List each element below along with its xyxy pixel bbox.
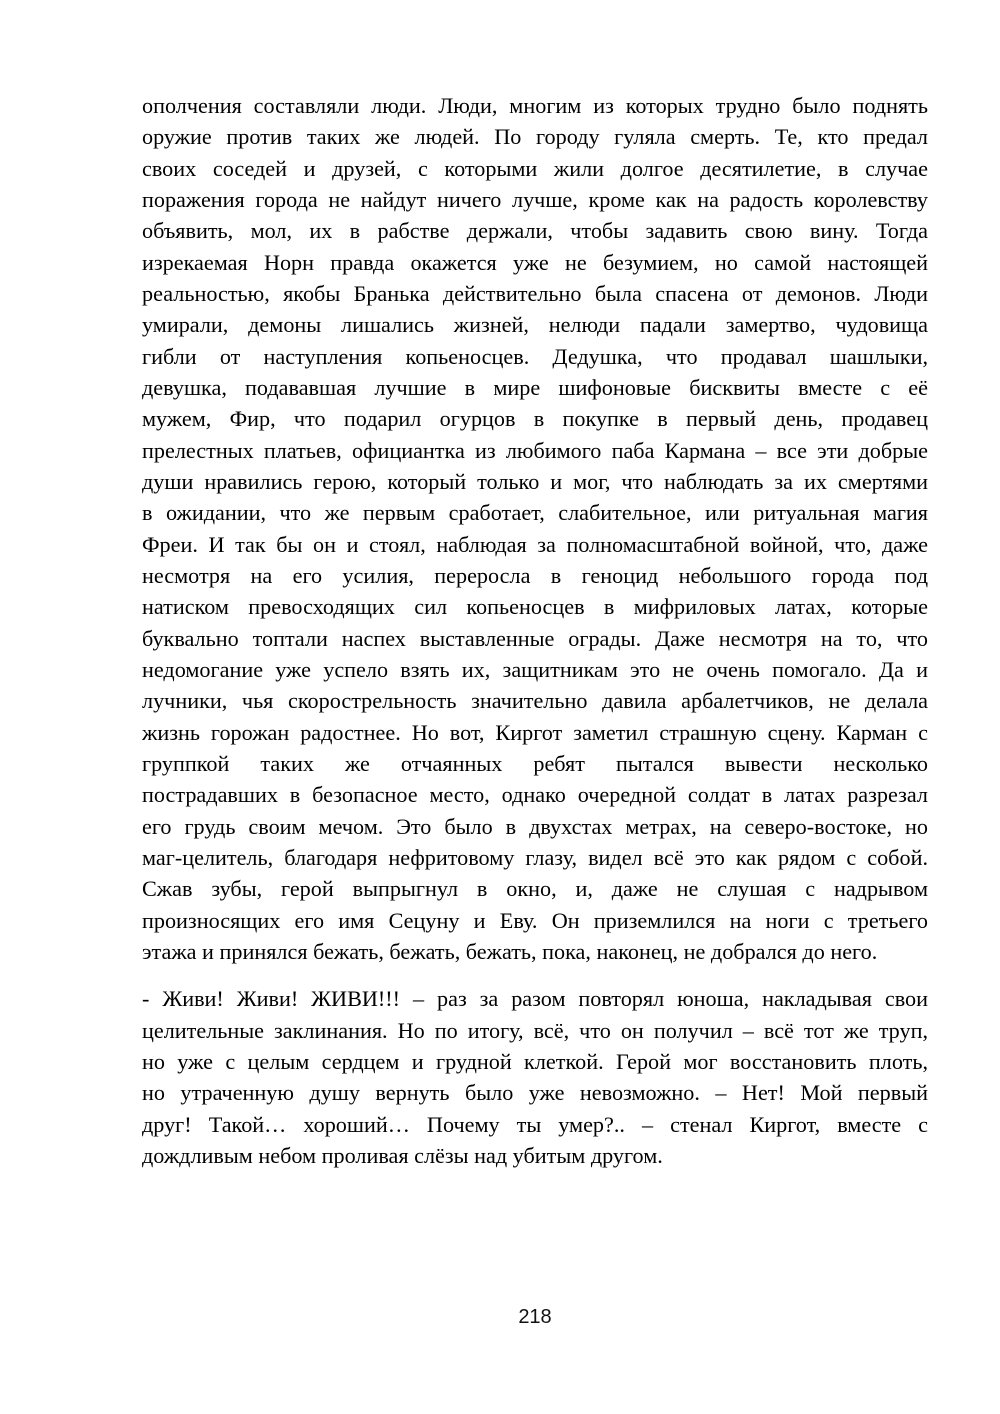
- text-line: целительные заклинания. Но по итогу, всё, что он получил – всё тот же труп,: [142, 1017, 928, 1043]
- text-line: души нравились герою, который только и мог, что наблюдать за их смертями: [142, 468, 928, 494]
- text-line: ополчения составляли люди. Люди, многим из которых трудно было поднять: [142, 93, 928, 118]
- text-line: изрекаемая Норн правда окажется уже не безумием, но самой настоящей: [142, 249, 928, 275]
- text-line: пострадавших в безопасное место, однако очередной солдат в латах разрезал: [142, 782, 928, 808]
- text-line: несмотря на его усилия, переросла в геноцид небольшого города под: [142, 562, 928, 588]
- text-line: лучники, чья скорострельность значительно давила арбалетчиков, не делала: [142, 688, 928, 714]
- text-line: оружие против таких же людей. По городу гуляла смерть. Те, кто предал: [142, 124, 928, 150]
- text-line: Фреи. И так бы он и стоял, наблюдая за полномасштабной войной, что, даже: [142, 531, 928, 557]
- text-line: но уже с целым сердцем и грудной клеткой. Герой мог восстановить плоть,: [142, 1048, 928, 1074]
- text-line: маг-целитель, благодаря нефритовому глазу, видел всё это как рядом с собой.: [142, 844, 928, 870]
- page-number: 218: [518, 1306, 552, 1328]
- text-line: жизнь горожан радостнее. Но вот, Киргот заметил страшную сцену. Карман с: [142, 719, 928, 745]
- text-line: поражения города не найдут ничего лучше, кроме как на радость королевству: [142, 186, 928, 212]
- text-line: произносящих его имя Сецуну и Еву. Он приземлился на ноги с третьего: [142, 907, 928, 933]
- text-line: его грудь своим мечом. Это было в двухстах метрах, на северо-востоке, но: [142, 813, 928, 839]
- text-line: умирали, демоны лишались жизней, нелюди падали замертво, чудовища: [142, 312, 928, 338]
- text-line: - Живи! Живи! ЖИВИ!!! – раз за разом повторял юноша, накладывая свои: [142, 986, 928, 1012]
- text-line: девушка, подававшая лучшие в мире шифоновые бисквиты вместе с её: [142, 374, 928, 400]
- text-line: но утраченную душу вернуть было уже невозможно. – Нет! Мой первый: [142, 1080, 928, 1106]
- text-line: буквально топтали наспех выставленные ограды. Даже несмотря на то, что: [142, 625, 928, 651]
- paragraph-2: [142, 983, 928, 1171]
- text-line: группкой таких же отчаянных ребят пытался вывести несколько: [142, 750, 928, 776]
- text-line: друг! Такой… хороший… Почему ты умер?.. – стенал Киргот, вместе с: [142, 1111, 928, 1137]
- text-line: дождливым небом проливая слёзы над убитым другом.: [142, 1142, 663, 1168]
- text-line: гибли от наступления копьеносцев. Дедушка, что продавал шашлыки,: [142, 343, 928, 369]
- text-line: недомогание уже успело взять их, защитникам это не очень помогало. Да и: [142, 656, 928, 682]
- text-line: своих соседей и друзей, с которыми жили долгое десятилетие, в случае: [142, 155, 928, 181]
- text-line: в ожидании, что же первым сработает, слабительное, или ритуальная магия: [142, 500, 928, 526]
- text-line: объявить, мол, их в рабстве держали, чтобы задавить свою вину. Тогда: [142, 218, 928, 244]
- text-line: этажа и принялся бежать, бежать, бежать, пока, наконец, не добрался до него.: [142, 938, 878, 964]
- text-line: натиском превосходящих сил копьеносцев в мифриловых латах, которые: [142, 594, 928, 620]
- text-line: мужем, Фир, что подарил огурцов в покупке в первый день, продавец: [142, 406, 928, 432]
- text-line: прелестных платьев, официантка из любимого паба Кармана – все эти добрые: [142, 437, 928, 463]
- paragraph-1: [142, 90, 928, 967]
- text-line: реальностью, якобы Бранька действительно была спасена от демонов. Люди: [142, 280, 928, 306]
- text-line: Сжав зубы, герой выпрыгнул в окно, и, даже не слушая с надрывом: [142, 876, 928, 902]
- text-block: [142, 90, 928, 1171]
